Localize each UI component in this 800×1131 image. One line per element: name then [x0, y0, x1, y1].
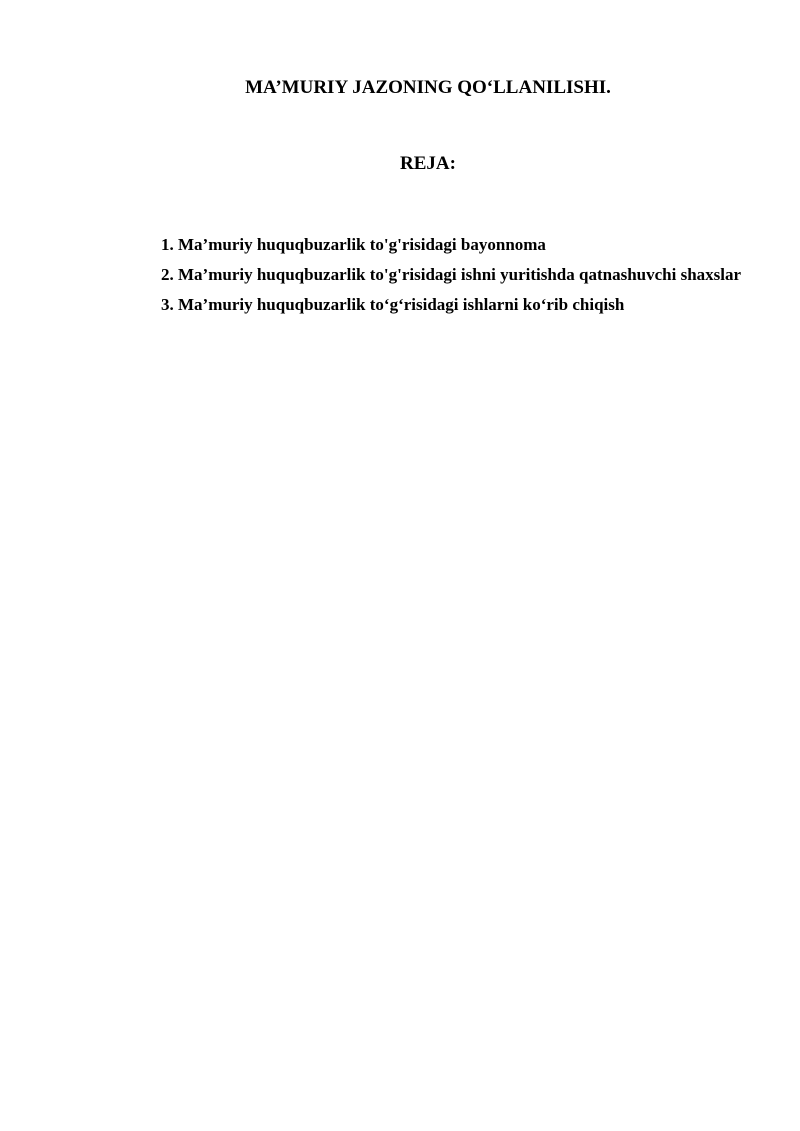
- document-title: MA’MURIY JAZONING QO‘LLANILISHI.: [245, 77, 611, 98]
- plan-list: [114, 231, 742, 321]
- plan-item: 1. Ma’muriy huquqbuzarlik to'g'risidagi bayonnoma: [161, 235, 546, 254]
- plan-item: 3. Ma’muriy huquqbuzarlik to‘g‘risidagi ishlarni ko‘rib chiqish: [161, 295, 625, 314]
- plan-item: 2. Ma’muriy huquqbuzarlik to'g'risidagi ishni yuritishda qatnashuvchi shaxslar: [161, 265, 742, 284]
- plan-heading: REJA:: [400, 153, 456, 174]
